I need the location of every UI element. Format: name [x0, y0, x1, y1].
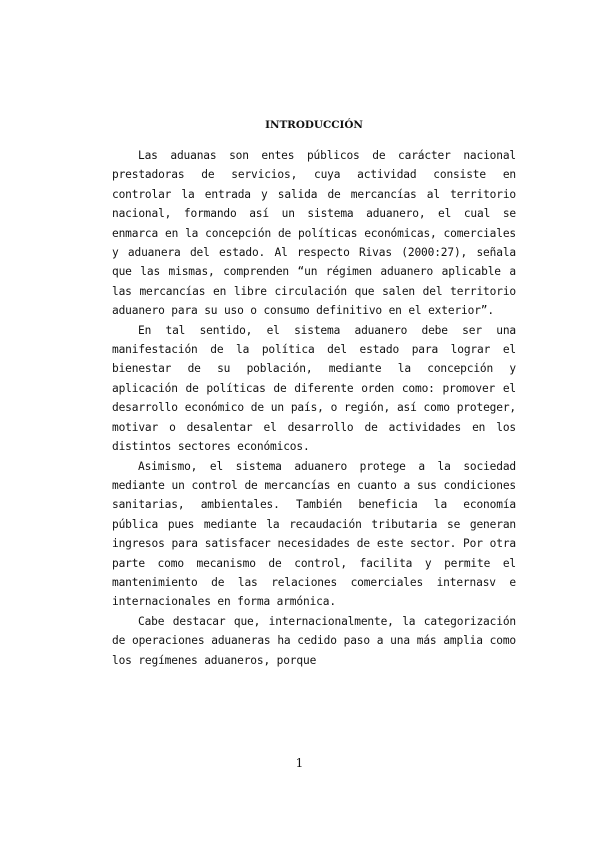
- paragraph-1: Las aduanas son entes públicos de carácter nacional prestadoras de servicios, cuya actividad consiste en controlar la entrada y salida de mercancías al territorio nacional, formando así un sistema aduanero, el cual se enmarca en la concepción de políticas económicas, comerciales y aduanera del estado. Al respecto Rivas (2000:27), señala que las mismas, comprenden “un régimen aduanero aplicable a las mercancías en libre circulación que salen del territorio aduanero para su uso o consumo definitivo en el exterior”.: [112, 149, 516, 318]
- page-title: INTRODUCCIÓN: [265, 119, 363, 131]
- paragraph-2: En tal sentido, el sistema aduanero debe ser una manifestación de la política del estado para lograr el bienestar de su población, mediante la concepción y aplicación de políticas de diferente orden como: promover el desarrollo económico de un país, o región, así como proteger, motivar o desalentar el desarrollo de actividades en los distintos sectores económicos.: [112, 323, 516, 454]
- page-number: 1: [295, 756, 304, 770]
- paragraph-3: Asimismo, el sistema aduanero protege a la sociedad mediante un control de mercancías en cuanto a sus condiciones sanitarias, ambientales. También beneficia la economía pública pues mediante la recaudación tributaria se generan ingresos para satisfacer necesidades de este sector. Por otra parte como mecanismo de control, facilita y permite el mantenimiento de las relaciones comerciales internasv e internacionales en forma armónica.: [112, 459, 516, 609]
- paragraph-4: Cabe destacar que, internacionalmente, la categorización de operaciones aduaneras ha cedido paso a una más amplia como los regímenes aduaneros, porque: [112, 614, 516, 667]
- document-body: [112, 146, 516, 670]
